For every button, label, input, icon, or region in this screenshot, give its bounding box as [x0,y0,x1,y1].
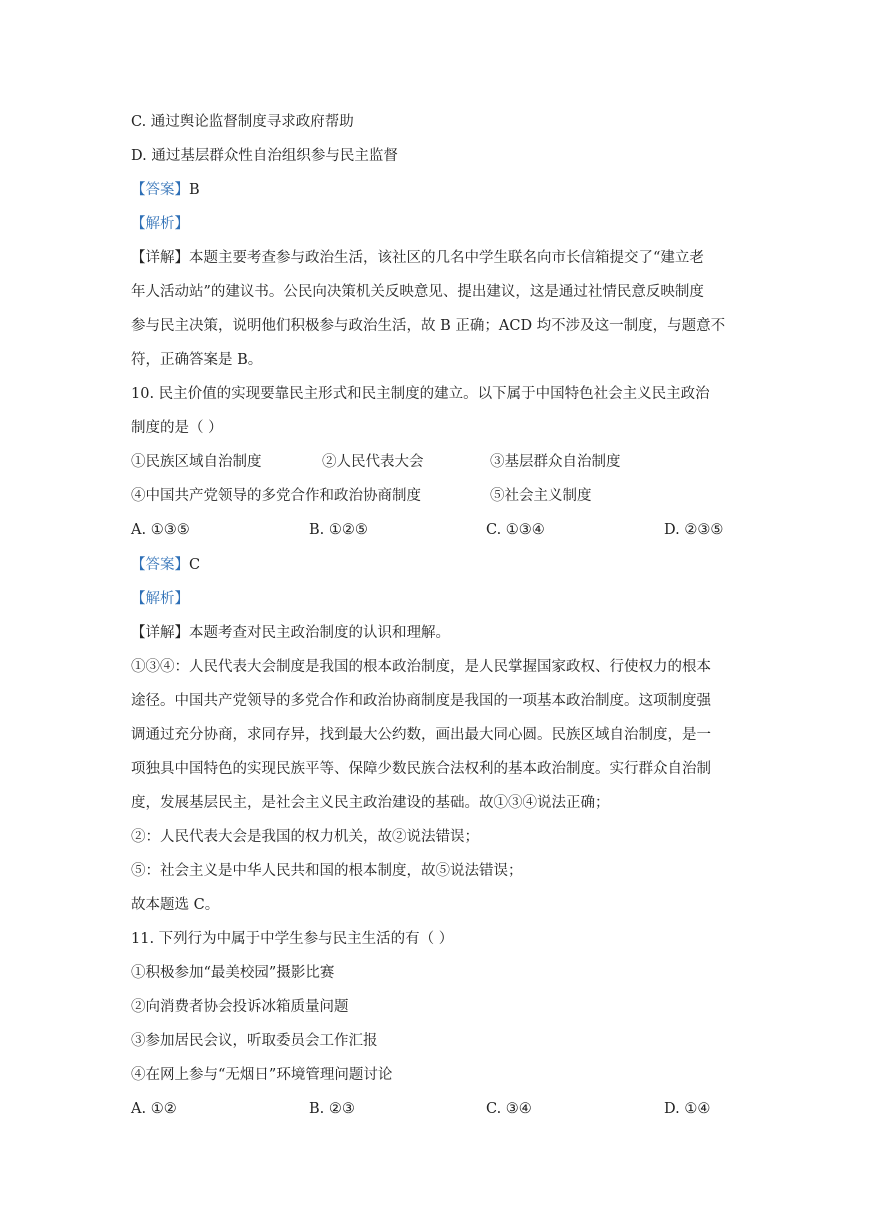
q10-item-1: ①民族区域自治制度 [131,454,262,470]
q11-stem: 11. 下列行为中属于中学生参与民主生活的有（ ） [131,931,454,947]
q10-analysis-label: 【解析】 [131,591,189,607]
q10-detail-line-5: 度，发展基层民主，是社会主义民主政治建设的基础。故①③④说法正确； [131,795,610,811]
detail-text: 本题考查对民主政治制度的认识和理解。 [189,625,450,641]
q11-item-3: ③参加居民会议，听取委员会工作汇报 [131,1033,378,1049]
q10-choice-a: A. ①③⑤ [131,522,190,538]
detail-label: 【详解】 [131,625,189,641]
q9-option-d: D. 通过基层群众性自治组织参与民主监督 [131,148,398,164]
q10-detail-first [131,623,450,643]
q10-detail-line-1: ①③④：人民代表大会制度是我国的根本政治制度，是人民掌握国家政权、行使权力的根本 [131,659,711,675]
q11-item-2: ②向消费者协会投诉冰箱质量问题 [131,999,349,1015]
q9-detail-line-2: 年人活动站”的建议书。公民向决策机关反映意见、提出建议，这是通过社情民意反映制度 [131,284,704,300]
q10-choice-c: C. ①③④ [486,522,545,538]
q9-detail-line-4: 符，正确答案是 B。 [131,352,263,368]
q10-item-5: ⑤社会主义制度 [490,488,592,504]
q9-detail-line-3: 参与民主决策，说明他们积极参与政治生活，故 B 正确；ACD 均不涉及这一制度，与题意不 [131,318,726,334]
q11-choice-b: B. ②③ [309,1101,355,1117]
q11-choice-a: A. ①② [131,1101,177,1117]
q10-answer [131,555,200,575]
q11-choice-c: C. ③④ [486,1101,532,1117]
q9-detail-line-1 [131,248,704,268]
q10-choice-b: B. ①②⑤ [309,522,368,538]
q9-answer [131,180,200,200]
answer-value: C [189,557,201,573]
q10-stem-line-1: 10. 民主价值的实现要靠民主形式和民主制度的建立。以下属于中国特色社会主义民主政治 [131,386,710,402]
q11-item-1: ①积极参加“最美校园”摄影比赛 [131,965,335,981]
q10-detail-line-4: 项独具中国特色的实现民族平等、保障少数民族合法权利的基本政治制度。实行群众自治制 [131,761,711,777]
q10-item-2: ②人民代表大会 [322,454,424,470]
answer-label: 【答案】 [131,557,189,573]
q9-option-c: C. 通过舆论监督制度寻求政府帮助 [131,114,354,130]
detail-label: 【详解】 [131,250,189,266]
q10-stem-line-2: 制度的是（ ） [131,420,223,436]
q10-detail-line-2: 途径。中国共产党领导的多党合作和政治协商制度是我国的一项基本政治制度。这项制度强 [131,693,711,709]
q11-choice-d: D. ①④ [664,1101,711,1117]
q10-choice-d: D. ②③⑤ [664,522,724,538]
q10-item-4: ④中国共产党领导的多党合作和政治协商制度 [131,488,421,504]
q11-item-4: ④在网上参与“无烟日”环境管理问题讨论 [131,1067,393,1083]
q9-analysis-label: 【解析】 [131,216,189,232]
answer-value: B [189,182,200,198]
q10-item-3: ③基层群众自治制度 [490,454,621,470]
q10-detail-line-7: ⑤：社会主义是中华人民共和国的根本制度，故⑤说法错误； [131,863,523,879]
detail-text: 本题主要考查参与政治生活，该社区的几名中学生联名向市长信箱提交了“建立老 [189,250,704,266]
q10-detail-line-6: ②：人民代表大会是我国的权力机关，故②说法错误； [131,829,479,845]
q10-detail-line-8: 故本题选 C。 [131,897,220,913]
q10-detail-line-3: 调通过充分协商，求同存异，找到最大公约数，画出最大同心圆。民族区域自治制度，是一 [131,727,711,743]
answer-label: 【答案】 [131,182,189,198]
